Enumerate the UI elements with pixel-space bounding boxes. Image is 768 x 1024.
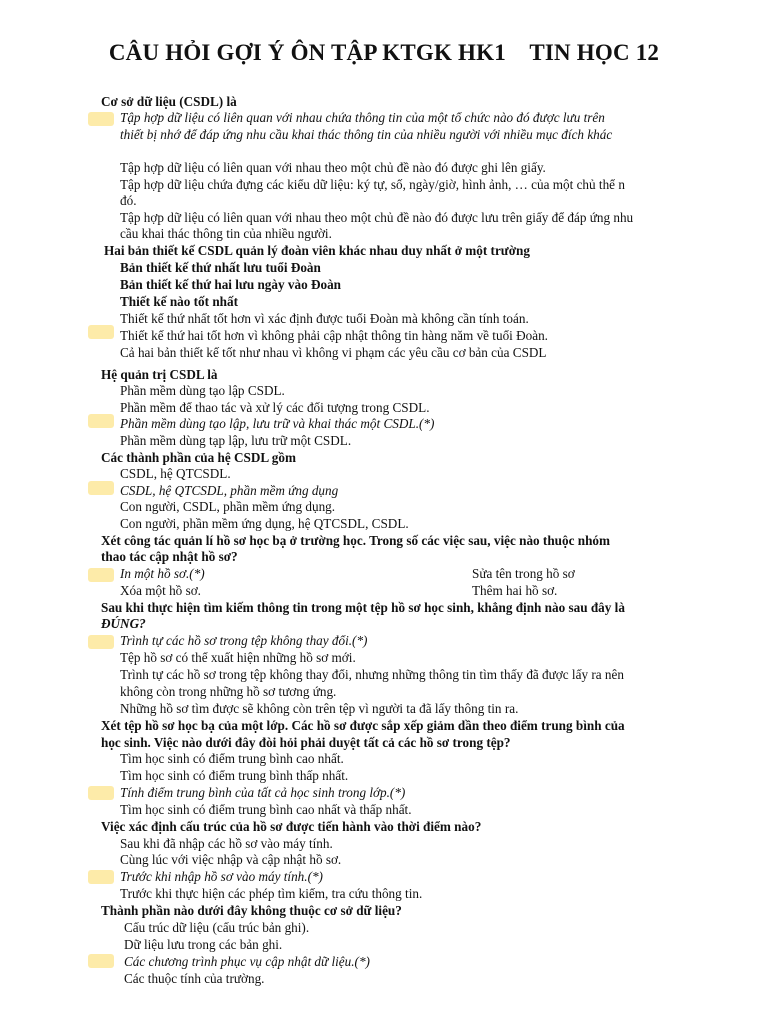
highlight-marker bbox=[88, 414, 114, 428]
answer-1c: Tập hợp dữ liệu chứa đựng các kiểu dữ liệu: ký tự, số, ngày/giờ, hình ảnh, … của một chủ thể n bbox=[120, 177, 625, 192]
question-7-line-2: học sinh. Việc nào dưới đây đòi hỏi phải duyệt tất cả các hồ sơ trong tệp? bbox=[101, 735, 511, 750]
answer-7c: Tính điểm trung bình của tất cả học sinh trong lớp.(*) bbox=[120, 785, 406, 800]
highlight-marker bbox=[88, 325, 114, 339]
answer-9d: Các thuộc tính của trường. bbox=[124, 971, 265, 986]
question-5: Xét công tác quản lí hồ sơ học bạ ở trường học. Trong số các việc sau, việc nào thuộc nhóm bbox=[101, 533, 610, 548]
question-6-line-2: ĐÚNG? bbox=[101, 616, 146, 631]
question-3: Hệ quản trị CSDL là bbox=[101, 367, 218, 382]
answer-9b: Dữ liệu lưu trong các bản ghi. bbox=[124, 937, 283, 952]
question-4: Các thành phần của hệ CSDL gồm bbox=[101, 450, 296, 465]
answer-3b: Phần mềm để thao tác và xử lý các đối tượng trong CSDL. bbox=[120, 400, 430, 415]
answer-6c: Trình tự các hồ sơ trong tệp không thay đổi, nhưng những thông tin tìm thấy đã được lấy ra nên bbox=[120, 667, 624, 682]
answer-8b: Cùng lúc với việc nhập và cập nhật hồ sơ. bbox=[120, 852, 342, 867]
document-title: CÂU HỎI GỢI Ý ÔN TẬP KTGK HK1 TIN HỌC 12 bbox=[108, 40, 660, 65]
answer-5b: Xóa một hồ sơ. bbox=[120, 583, 201, 598]
answer-3d: Phần mềm dùng tạp lập, lưu trữ một CSDL. bbox=[120, 433, 352, 448]
highlight-marker bbox=[88, 870, 114, 884]
answer-5a: In một hồ sơ.(*) bbox=[120, 566, 205, 581]
answer-5c: Sửa tên trong hồ sơ bbox=[472, 566, 575, 581]
answer-7b: Tìm học sinh có điểm trung bình thấp nhất. bbox=[120, 768, 349, 783]
answer-6d: Những hồ sơ tìm được sẽ không còn trên tệp vì người ta đã lấy thông tin ra. bbox=[120, 701, 519, 716]
answer-1d-cont: cầu khai thác thông tin của nhiều người. bbox=[120, 226, 332, 241]
question-2-line-2: Bản thiết kế thứ nhất lưu tuổi Đoàn bbox=[120, 260, 321, 275]
highlight-marker bbox=[88, 112, 114, 126]
highlight-marker bbox=[88, 954, 114, 968]
answer-7a: Tìm học sinh có điểm trung bình cao nhất. bbox=[120, 751, 344, 766]
answer-9a: Cấu trúc dữ liệu (cấu trúc bản ghi). bbox=[124, 920, 310, 935]
highlight-marker bbox=[88, 786, 114, 800]
question-2-line-3: Bản thiết kế thứ hai lưu ngày vào Đoàn bbox=[120, 277, 342, 292]
answer-2b: Thiết kế thứ hai tốt hơn vì không phải cập nhật thông tin hàng năm về tuổi Đoàn. bbox=[120, 328, 548, 343]
question-5-line-2: thao tác cập nhật hồ sơ? bbox=[101, 549, 238, 564]
answer-4c: Con người, CSDL, phần mềm ứng dụng. bbox=[120, 499, 336, 514]
highlight-marker bbox=[88, 568, 114, 582]
question-7: Xét tệp hồ sơ học bạ của một lớp. Các hồ sơ được sắp xếp giảm dần theo điểm trung bình của bbox=[101, 718, 625, 733]
answer-4a: CSDL, hệ QTCSDL. bbox=[120, 466, 231, 481]
answer-8d: Trước khi thực hiện các phép tìm kiếm, tra cứu thông tin. bbox=[120, 886, 423, 901]
answer-6c-cont: không còn trong những hồ sơ tương ứng. bbox=[120, 684, 337, 699]
answer-1a-cont: thiết bị nhớ để đáp ứng nhu cầu khai thác thông tin của nhiều người với nhiều mục đích khác bbox=[120, 127, 613, 142]
question-1: Cơ sở dữ liệu (CSDL) là bbox=[101, 94, 237, 109]
answer-7d: Tìm học sinh có điểm trung bình cao nhất và thấp nhất. bbox=[120, 802, 412, 817]
highlight-marker bbox=[88, 481, 114, 495]
answer-1a: Tập hợp dữ liệu có liên quan với nhau chứa thông tin của một tổ chức nào đó được lưu trên bbox=[120, 110, 605, 125]
answer-1b: Tập hợp dữ liệu có liên quan với nhau theo một chủ đề nào đó được ghi lên giấy. bbox=[120, 160, 546, 175]
answer-5d: Thêm hai hồ sơ. bbox=[472, 583, 558, 598]
answer-3a: Phần mềm dùng tạo lập CSDL. bbox=[120, 383, 285, 398]
answer-2c: Cả hai bản thiết kế tốt như nhau vì không vi phạm các yêu cầu cơ bản của CSDL bbox=[120, 345, 547, 360]
answer-6a: Trình tự các hồ sơ trong tệp không thay đổi.(*) bbox=[120, 633, 368, 648]
question-2-line-4: Thiết kế nào tốt nhất bbox=[120, 294, 238, 309]
question-9: Thành phần nào dưới đây không thuộc cơ sở dữ liệu? bbox=[101, 903, 402, 918]
answer-4d: Con người, phần mềm ứng dụng, hệ QTCSDL, CSDL. bbox=[120, 516, 409, 531]
answer-8c: Trước khi nhập hồ sơ vào máy tính.(*) bbox=[120, 869, 323, 884]
question-8: Việc xác định cấu trúc của hồ sơ được tiến hành vào thời điểm nào? bbox=[101, 819, 482, 834]
answer-9c: Các chương trình phục vụ cập nhật dữ liệu.(*) bbox=[124, 954, 370, 969]
answer-6b: Tệp hồ sơ có thể xuất hiện những hồ sơ mới. bbox=[120, 650, 356, 665]
question-6: Sau khi thực hiện tìm kiếm thông tin trong một tệp hồ sơ học sinh, khẳng định nào sau đây là bbox=[101, 600, 625, 615]
answer-3c: Phần mềm dùng tạo lập, lưu trữ và khai thác một CSDL.(*) bbox=[120, 416, 435, 431]
highlight-marker bbox=[88, 635, 114, 649]
answer-8a: Sau khi đã nhập các hồ sơ vào máy tính. bbox=[120, 836, 333, 851]
question-2: Hai bản thiết kế CSDL quản lý đoàn viên khác nhau duy nhất ở một trường bbox=[104, 243, 530, 258]
answer-4b: CSDL, hệ QTCSDL, phần mềm ứng dụng bbox=[120, 483, 339, 498]
answer-1c-cont: đó. bbox=[120, 193, 137, 208]
answer-2a: Thiết kế thứ nhất tốt hơn vì xác định được tuổi Đoàn mà không cần tính toán. bbox=[120, 311, 529, 326]
answer-1d: Tập hợp dữ liệu có liên quan với nhau theo một chủ đề nào đó được lưu trên giấy để đáp ứng nhu bbox=[120, 210, 634, 225]
